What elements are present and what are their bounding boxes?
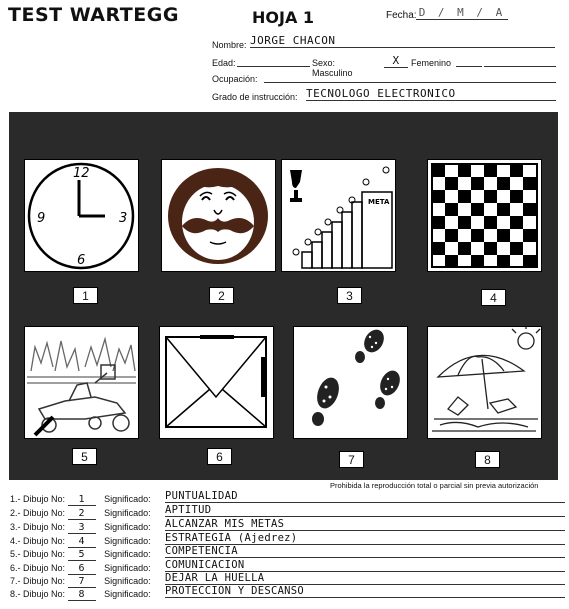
goal-label: META xyxy=(368,198,390,206)
answer-meaning-field[interactable]: PUNTUALIDAD xyxy=(165,491,565,503)
drawing-1-clock xyxy=(24,159,139,272)
answer-prefix: 3.- Dibujo No: xyxy=(10,522,66,532)
answer-row-3 xyxy=(10,518,285,534)
date-field[interactable]: D / M / A xyxy=(416,6,508,20)
drawings-panel xyxy=(9,112,558,480)
answer-meaning-field[interactable]: COMUNICACION xyxy=(165,560,565,572)
name-field[interactable]: JORGE CHACON xyxy=(250,34,555,48)
age-field[interactable] xyxy=(237,56,310,67)
answer-meaning-field[interactable]: PROTECCION Y DESCANSO xyxy=(165,586,565,598)
answer-meaning-field[interactable]: ALCANZAR MIS METAS xyxy=(165,519,565,531)
answer-meaning-field[interactable]: COMPETENCIA xyxy=(165,546,565,558)
clock-numeral-12: 12 xyxy=(73,166,90,181)
answer-row-8 xyxy=(10,585,305,601)
answer-meaning-label: Significado: xyxy=(104,494,151,504)
education-field[interactable]: TECNOLOGO ELECTRONICO xyxy=(306,87,556,101)
occupation-label: Ocupación: xyxy=(212,74,258,84)
age-sex-extra-line xyxy=(484,56,556,67)
answer-number-field[interactable]: 5 xyxy=(68,549,96,561)
answer-number-field[interactable]: 7 xyxy=(68,576,96,588)
answer-meaning-field[interactable]: APTITUD xyxy=(165,505,565,517)
name-row xyxy=(212,40,247,50)
answer-number-field[interactable]: 8 xyxy=(68,589,96,601)
drawing-number-5: 5 xyxy=(72,448,97,465)
answer-prefix: 5.- Dibujo No: xyxy=(10,549,66,559)
drawing-number-2: 2 xyxy=(209,287,234,304)
answer-prefix: 8.- Dibujo No: xyxy=(10,589,66,599)
drawing-4-checkerboard xyxy=(427,159,542,272)
education-row xyxy=(212,92,298,102)
sex-male-mark[interactable]: X xyxy=(384,54,408,68)
sheet-label: HOJA 1 xyxy=(252,8,315,27)
answer-meaning-label: Significado: xyxy=(104,536,151,546)
answer-prefix: 4.- Dibujo No: xyxy=(10,536,66,546)
drawing-7-footprints xyxy=(293,326,408,439)
answer-number-field[interactable]: 2 xyxy=(68,508,96,520)
drawing-3-stairs xyxy=(281,159,396,272)
answer-meaning-label: Significado: xyxy=(104,576,151,586)
sex-male-label: Sexo: Masculino xyxy=(312,58,353,78)
age-row xyxy=(212,58,236,68)
answer-meaning-label: Significado: xyxy=(104,549,151,559)
answer-meaning-label: Significado: xyxy=(104,589,151,599)
clock-numeral-3: 3 xyxy=(119,211,128,226)
clock-numeral-6: 6 xyxy=(77,253,86,268)
date-label: Fecha: xyxy=(386,10,417,21)
drawing-number-3: 3 xyxy=(337,287,362,304)
answer-meaning-label: Significado: xyxy=(104,563,151,573)
answer-prefix: 7.- Dibujo No: xyxy=(10,576,66,586)
answer-meaning-field[interactable]: DEJAR LA HUELLA xyxy=(165,573,565,585)
drawing-5-race xyxy=(24,326,139,439)
answer-prefix: 2.- Dibujo No: xyxy=(10,508,66,518)
answer-row-7 xyxy=(10,572,265,588)
document-title: TEST WARTEGG xyxy=(8,4,179,26)
age-label: Edad: xyxy=(212,58,236,68)
answer-row-6 xyxy=(10,559,245,575)
occupation-field[interactable] xyxy=(264,72,556,83)
answer-number-field[interactable]: 3 xyxy=(68,522,96,534)
answer-row-2 xyxy=(10,504,212,520)
answer-row-1 xyxy=(10,490,238,506)
answer-prefix: 1.- Dibujo No: xyxy=(10,494,66,504)
sex-female-label: Femenino xyxy=(411,58,452,68)
clock-numeral-9: 9 xyxy=(37,211,46,226)
answer-number-field[interactable]: 6 xyxy=(68,563,96,575)
drawing-2-face xyxy=(161,159,276,272)
drawing-number-6: 6 xyxy=(207,448,232,465)
answer-prefix: 6.- Dibujo No: xyxy=(10,563,66,573)
education-label: Grado de instrucción: xyxy=(212,92,298,102)
answer-row-5 xyxy=(10,545,238,561)
answer-number-field[interactable]: 1 xyxy=(68,494,96,506)
name-label: Nombre: xyxy=(212,40,247,50)
copyright-notice: Prohibida la reproducción total o parcial sin previa autorización xyxy=(330,481,539,490)
drawing-number-8: 8 xyxy=(475,451,500,468)
answer-meaning-label: Significado: xyxy=(104,522,151,532)
answer-meaning-label: Significado: xyxy=(104,508,151,518)
answer-number-field[interactable]: 4 xyxy=(68,536,96,548)
answer-meaning-field[interactable]: ESTRATEGIA (Ajedrez) xyxy=(165,533,565,545)
occupation-row xyxy=(212,74,258,84)
drawing-8-umbrella xyxy=(427,326,542,439)
drawing-number-7: 7 xyxy=(339,451,364,468)
drawing-number-4: 4 xyxy=(481,289,506,306)
answer-row-4 xyxy=(10,532,298,548)
drawing-6-envelope xyxy=(159,326,274,439)
sex-female-mark[interactable] xyxy=(456,56,482,67)
drawing-number-1: 1 xyxy=(73,287,98,304)
